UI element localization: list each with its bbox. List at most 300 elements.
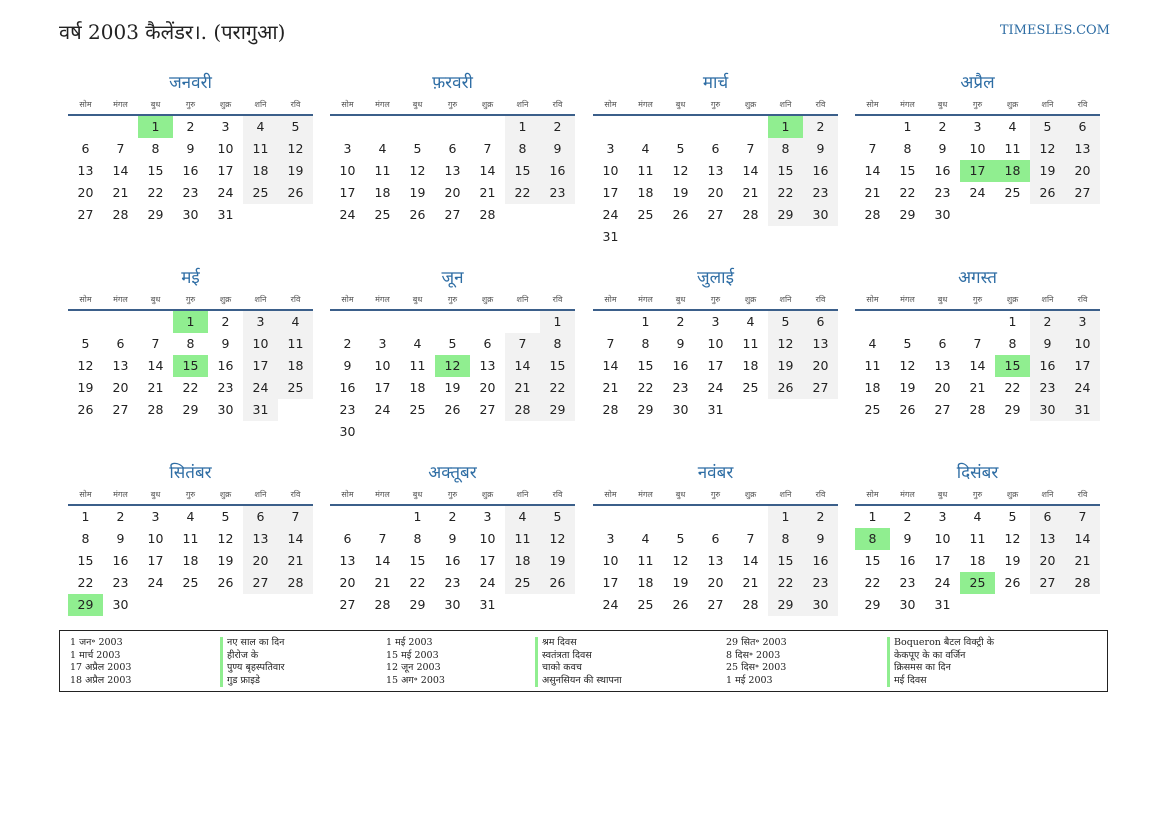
empty-day-cell bbox=[855, 116, 890, 138]
week-row bbox=[68, 528, 313, 550]
weekday-label: बुध bbox=[937, 490, 948, 499]
day-cell: 28 bbox=[479, 207, 496, 222]
holiday-name: केकपूए के का वर्जिन bbox=[887, 650, 994, 663]
day-cell: 3 bbox=[343, 141, 352, 156]
months-grid bbox=[68, 70, 1111, 630]
day-cell: 16 bbox=[934, 163, 951, 178]
week-row bbox=[330, 182, 575, 204]
week-row bbox=[330, 138, 575, 160]
empty-day-cell bbox=[103, 311, 138, 333]
day-cell: 27 bbox=[934, 402, 951, 417]
day-cell: 18 bbox=[637, 575, 654, 590]
week-row bbox=[68, 399, 313, 421]
day-cell: 5 bbox=[278, 116, 313, 138]
weekday-label: शुक्र bbox=[481, 100, 494, 109]
weekday-label: बुध bbox=[675, 100, 686, 109]
day-cell: 8 bbox=[151, 141, 160, 156]
day-cell: 8 bbox=[81, 531, 90, 546]
empty-day-cell bbox=[278, 399, 313, 421]
day-cell: 23 bbox=[182, 185, 199, 200]
day-cell: 23 bbox=[339, 402, 356, 417]
week-row bbox=[593, 116, 838, 138]
empty-day-cell bbox=[470, 116, 505, 138]
week-row bbox=[593, 550, 838, 572]
week-row bbox=[330, 572, 575, 594]
day-cell: 23 bbox=[540, 182, 575, 204]
holiday-name: Boqueron बैटल विक्ट्री के bbox=[887, 637, 994, 650]
empty-day-cell bbox=[505, 311, 540, 333]
day-cell: 13 bbox=[479, 358, 496, 373]
day-cell: 14 bbox=[278, 528, 313, 550]
day-cell: 17 bbox=[479, 553, 496, 568]
week-row bbox=[68, 138, 313, 160]
day-cell: 27 bbox=[243, 572, 278, 594]
day-cell: 30 bbox=[899, 597, 916, 612]
empty-day-cell bbox=[960, 204, 995, 226]
month-calendar bbox=[68, 265, 313, 421]
day-cell: 10 bbox=[479, 531, 496, 546]
empty-day-cell bbox=[698, 226, 733, 248]
day-cell: 16 bbox=[112, 553, 129, 568]
day-cell: 30 bbox=[182, 207, 199, 222]
week-row bbox=[68, 377, 313, 399]
day-cell: 17 bbox=[602, 575, 619, 590]
day-cell: 7 bbox=[278, 506, 313, 528]
day-cell: 4 bbox=[186, 509, 195, 524]
empty-day-cell bbox=[470, 421, 505, 443]
day-cell: 4 bbox=[1008, 119, 1017, 134]
day-cell: 31 bbox=[243, 399, 278, 421]
weekday-header bbox=[68, 486, 313, 506]
holiday-date: 8 दिस॰ 2003 bbox=[726, 649, 781, 661]
weekday-label: गुरु bbox=[710, 100, 721, 109]
weekday-label: बुध bbox=[150, 100, 161, 109]
day-cell: 3 bbox=[938, 509, 947, 524]
day-cell: 1 bbox=[641, 314, 650, 329]
day-cell: 7 bbox=[151, 336, 160, 351]
day-cell: 22 bbox=[637, 380, 654, 395]
day-cell: 11 bbox=[374, 163, 391, 178]
day-cell: 9 bbox=[448, 531, 457, 546]
week-row bbox=[593, 399, 838, 421]
weekday-label: शनि bbox=[1041, 295, 1054, 304]
weekday-label: रवि bbox=[552, 295, 563, 304]
day-cell: 13 bbox=[1030, 528, 1065, 550]
day-cell: 21 bbox=[112, 185, 129, 200]
day-cell: 18 bbox=[505, 550, 540, 572]
day-cell: 2 bbox=[803, 116, 838, 138]
day-cell: 18 bbox=[864, 380, 881, 395]
month-title: सितंबर bbox=[169, 463, 212, 483]
weekday-label: सोम bbox=[604, 295, 617, 304]
day-cell: 28 bbox=[112, 207, 129, 222]
empty-day-cell bbox=[540, 204, 575, 226]
weekday-label: रवि bbox=[290, 100, 301, 109]
weekday-label: शुक्र bbox=[219, 100, 232, 109]
day-cell: 8 bbox=[768, 138, 803, 160]
weekday-label: शनि bbox=[516, 295, 529, 304]
empty-day-cell bbox=[698, 506, 733, 528]
weekday-label: रवि bbox=[552, 490, 563, 499]
day-cell: 11 bbox=[278, 333, 313, 355]
day-cell: 6 bbox=[116, 336, 125, 351]
day-cell: 14 bbox=[374, 553, 391, 568]
day-cell: 11 bbox=[864, 358, 881, 373]
day-cell: 24 bbox=[243, 377, 278, 399]
weekday-label: शनि bbox=[254, 100, 267, 109]
holiday-name: पुण्य बृहस्पतिवार bbox=[220, 662, 285, 675]
day-cell: 4 bbox=[413, 336, 422, 351]
weekday-label: सोम bbox=[341, 490, 354, 499]
weekday-header bbox=[68, 96, 313, 116]
day-cell: 8 bbox=[641, 336, 650, 351]
holiday-name: श्रम दिवस bbox=[535, 637, 622, 650]
day-cell: 5 bbox=[676, 141, 685, 156]
weekday-header bbox=[330, 486, 575, 506]
day-cell: 25 bbox=[960, 572, 995, 594]
day-cell: 1 bbox=[138, 116, 173, 138]
day-cell: 29 bbox=[147, 207, 164, 222]
day-cell: 26 bbox=[444, 402, 461, 417]
day-cell: 30 bbox=[112, 597, 129, 612]
day-cell: 9 bbox=[938, 141, 947, 156]
day-cell: 19 bbox=[540, 550, 575, 572]
week-row bbox=[68, 506, 313, 528]
day-cell: 30 bbox=[339, 424, 356, 439]
day-cell: 23 bbox=[803, 182, 838, 204]
day-cell: 14 bbox=[742, 163, 759, 178]
holiday-date: 1 मई 2003 bbox=[386, 637, 433, 648]
day-cell: 3 bbox=[221, 119, 230, 134]
day-cell: 25 bbox=[278, 377, 313, 399]
day-cell: 6 bbox=[938, 336, 947, 351]
day-cell: 22 bbox=[77, 575, 94, 590]
weekday-header bbox=[593, 291, 838, 311]
day-cell: 22 bbox=[899, 185, 916, 200]
day-cell: 7 bbox=[746, 531, 755, 546]
day-cell: 17 bbox=[934, 553, 951, 568]
day-cell: 19 bbox=[672, 575, 689, 590]
day-cell: 30 bbox=[444, 597, 461, 612]
day-cell: 12 bbox=[672, 553, 689, 568]
day-cell: 5 bbox=[903, 336, 912, 351]
weekday-label: शुक्र bbox=[219, 490, 232, 499]
week-row bbox=[68, 594, 313, 616]
empty-day-cell bbox=[698, 116, 733, 138]
day-cell: 20 bbox=[479, 380, 496, 395]
day-cell: 10 bbox=[147, 531, 164, 546]
weekday-label: रवि bbox=[815, 490, 826, 499]
holiday-date: 1 जन॰ 2003 bbox=[70, 637, 123, 648]
day-cell: 19 bbox=[77, 380, 94, 395]
day-cell: 1 bbox=[540, 311, 575, 333]
day-cell: 5 bbox=[1030, 116, 1065, 138]
day-cell: 31 bbox=[707, 402, 724, 417]
day-cell: 27 bbox=[803, 377, 838, 399]
day-cell: 30 bbox=[217, 402, 234, 417]
day-cell: 5 bbox=[768, 311, 803, 333]
site-link[interactable]: TIMESLES.COM bbox=[999, 23, 1110, 38]
day-cell: 2 bbox=[221, 314, 230, 329]
day-cell: 28 bbox=[505, 399, 540, 421]
day-cell: 18 bbox=[969, 553, 986, 568]
holiday-name: चाको कवच bbox=[535, 662, 622, 675]
empty-day-cell bbox=[330, 506, 365, 528]
day-cell: 25 bbox=[864, 402, 881, 417]
day-cell: 9 bbox=[903, 531, 912, 546]
weekday-label: मंगल bbox=[113, 295, 128, 304]
holiday-name: गुड फ्राइडे bbox=[220, 675, 285, 688]
week-row bbox=[593, 160, 838, 182]
week-row bbox=[68, 572, 313, 594]
day-cell: 1 bbox=[81, 509, 90, 524]
day-cell: 15 bbox=[864, 553, 881, 568]
day-cell: 6 bbox=[711, 141, 720, 156]
day-cell: 12 bbox=[217, 531, 234, 546]
day-cell: 2 bbox=[1030, 311, 1065, 333]
day-cell: 1 bbox=[768, 506, 803, 528]
day-cell: 28 bbox=[1065, 572, 1100, 594]
day-cell: 19 bbox=[672, 185, 689, 200]
weekday-header bbox=[593, 486, 838, 506]
day-cell: 25 bbox=[409, 402, 426, 417]
empty-day-cell bbox=[1065, 594, 1100, 616]
weekday-label: शनि bbox=[254, 490, 267, 499]
day-cell: 19 bbox=[1030, 160, 1065, 182]
day-cell: 24 bbox=[374, 402, 391, 417]
holiday-date: 17 अप्रैल 2003 bbox=[70, 662, 132, 673]
day-cell: 14 bbox=[147, 358, 164, 373]
day-cell: 14 bbox=[864, 163, 881, 178]
day-cell: 10 bbox=[339, 163, 356, 178]
empty-day-cell bbox=[925, 311, 960, 333]
day-cell: 16 bbox=[540, 160, 575, 182]
day-cell: 20 bbox=[112, 380, 129, 395]
day-cell: 15 bbox=[995, 355, 1030, 377]
day-cell: 4 bbox=[378, 141, 387, 156]
day-cell: 26 bbox=[672, 207, 689, 222]
empty-day-cell bbox=[733, 506, 768, 528]
holiday-date: 25 दिस॰ 2003 bbox=[726, 662, 787, 673]
empty-day-cell bbox=[593, 506, 628, 528]
day-cell: 6 bbox=[803, 311, 838, 333]
weekday-label: शनि bbox=[516, 490, 529, 499]
weekday-label: बुध bbox=[675, 295, 686, 304]
weekday-label: रवि bbox=[1077, 490, 1088, 499]
empty-day-cell bbox=[365, 506, 400, 528]
day-cell: 9 bbox=[221, 336, 230, 351]
empty-day-cell bbox=[365, 421, 400, 443]
empty-day-cell bbox=[68, 116, 103, 138]
day-cell: 8 bbox=[505, 138, 540, 160]
weekday-label: गुरु bbox=[447, 100, 458, 109]
month-title: मई bbox=[181, 268, 200, 288]
day-cell: 19 bbox=[899, 380, 916, 395]
day-cell: 28 bbox=[969, 402, 986, 417]
day-cell: 20 bbox=[803, 355, 838, 377]
day-cell: 13 bbox=[803, 333, 838, 355]
day-cell: 20 bbox=[1030, 550, 1065, 572]
day-cell: 7 bbox=[868, 141, 877, 156]
day-cell: 3 bbox=[973, 119, 982, 134]
day-cell: 18 bbox=[742, 358, 759, 373]
week-row bbox=[330, 311, 575, 333]
day-cell: 24 bbox=[969, 185, 986, 200]
weekday-label: मंगल bbox=[113, 490, 128, 499]
week-row bbox=[593, 377, 838, 399]
day-cell: 26 bbox=[672, 597, 689, 612]
day-cell: 18 bbox=[995, 160, 1030, 182]
day-cell: 25 bbox=[182, 575, 199, 590]
empty-day-cell bbox=[995, 204, 1030, 226]
day-cell: 14 bbox=[1065, 528, 1100, 550]
empty-day-cell bbox=[435, 311, 470, 333]
day-cell: 6 bbox=[483, 336, 492, 351]
day-cell: 16 bbox=[672, 358, 689, 373]
empty-day-cell bbox=[628, 226, 663, 248]
week-row bbox=[330, 333, 575, 355]
weekday-label: शुक्र bbox=[481, 490, 494, 499]
day-cell: 11 bbox=[742, 336, 759, 351]
empty-day-cell bbox=[278, 204, 313, 226]
day-cell: 9 bbox=[803, 528, 838, 550]
day-cell: 13 bbox=[444, 163, 461, 178]
day-cell: 28 bbox=[742, 207, 759, 222]
empty-day-cell bbox=[855, 311, 890, 333]
weekday-header bbox=[855, 96, 1100, 116]
day-cell: 19 bbox=[1004, 553, 1021, 568]
day-cell: 6 bbox=[1030, 506, 1065, 528]
day-cell: 21 bbox=[864, 185, 881, 200]
day-cell: 28 bbox=[278, 572, 313, 594]
day-cell: 17 bbox=[147, 553, 164, 568]
week-row bbox=[593, 311, 838, 333]
day-cell: 27 bbox=[112, 402, 129, 417]
day-cell: 21 bbox=[602, 380, 619, 395]
day-cell: 24 bbox=[707, 380, 724, 395]
day-cell: 19 bbox=[217, 553, 234, 568]
day-cell: 22 bbox=[147, 185, 164, 200]
empty-day-cell bbox=[960, 311, 995, 333]
day-cell: 19 bbox=[278, 160, 313, 182]
week-row bbox=[593, 594, 838, 616]
week-row bbox=[593, 204, 838, 226]
day-cell: 14 bbox=[742, 553, 759, 568]
month-title: नवंबर bbox=[697, 463, 734, 483]
day-cell: 29 bbox=[864, 597, 881, 612]
day-cell: 16 bbox=[1030, 355, 1065, 377]
day-cell: 20 bbox=[444, 185, 461, 200]
day-cell: 14 bbox=[505, 355, 540, 377]
day-cell: 1 bbox=[505, 116, 540, 138]
week-row bbox=[855, 333, 1100, 355]
day-cell: 23 bbox=[934, 185, 951, 200]
day-cell: 28 bbox=[374, 597, 391, 612]
day-cell: 2 bbox=[540, 116, 575, 138]
empty-day-cell bbox=[435, 116, 470, 138]
week-row bbox=[330, 377, 575, 399]
day-cell: 27 bbox=[444, 207, 461, 222]
day-cell: 2 bbox=[448, 509, 457, 524]
month-title: अगस्त bbox=[958, 268, 997, 288]
day-cell: 2 bbox=[343, 336, 352, 351]
day-cell: 22 bbox=[1004, 380, 1021, 395]
weekday-label: गुरु bbox=[185, 490, 196, 499]
weekday-label: मंगल bbox=[638, 295, 653, 304]
day-cell: 18 bbox=[409, 380, 426, 395]
day-cell: 9 bbox=[803, 138, 838, 160]
day-cell: 21 bbox=[374, 575, 391, 590]
week-row bbox=[855, 550, 1100, 572]
holiday-date: 1 मार्च 2003 bbox=[70, 649, 121, 661]
weekday-label: शुक्र bbox=[1006, 100, 1019, 109]
day-cell: 7 bbox=[606, 336, 615, 351]
day-cell: 14 bbox=[969, 358, 986, 373]
month-calendar bbox=[593, 265, 838, 421]
day-cell: 24 bbox=[147, 575, 164, 590]
week-row bbox=[593, 506, 838, 528]
day-cell: 11 bbox=[182, 531, 199, 546]
day-cell: 20 bbox=[1065, 160, 1100, 182]
week-row bbox=[68, 182, 313, 204]
day-cell: 8 bbox=[540, 333, 575, 355]
day-cell: 26 bbox=[540, 572, 575, 594]
day-cell: 7 bbox=[746, 141, 755, 156]
day-cell: 24 bbox=[602, 207, 619, 222]
month-title: अप्रैल bbox=[960, 73, 995, 93]
day-cell: 8 bbox=[413, 531, 422, 546]
empty-day-cell bbox=[173, 594, 208, 616]
weekday-label: बुध bbox=[150, 490, 161, 499]
week-row bbox=[593, 226, 838, 248]
weekday-label: रवि bbox=[552, 100, 563, 109]
day-cell: 26 bbox=[77, 402, 94, 417]
holiday-name: मई दिवस bbox=[887, 675, 994, 688]
day-cell: 12 bbox=[409, 163, 426, 178]
day-cell: 31 bbox=[479, 597, 496, 612]
day-cell: 1 bbox=[173, 311, 208, 333]
day-cell: 17 bbox=[374, 380, 391, 395]
day-cell: 5 bbox=[1008, 509, 1017, 524]
day-cell: 26 bbox=[217, 575, 234, 590]
weekday-label: बुध bbox=[937, 100, 948, 109]
week-row bbox=[855, 399, 1100, 421]
day-cell: 26 bbox=[278, 182, 313, 204]
day-cell: 4 bbox=[973, 509, 982, 524]
day-cell: 28 bbox=[864, 207, 881, 222]
day-cell: 20 bbox=[934, 380, 951, 395]
day-cell: 26 bbox=[899, 402, 916, 417]
weekday-label: बुध bbox=[675, 490, 686, 499]
day-cell: 13 bbox=[1065, 138, 1100, 160]
day-cell: 2 bbox=[116, 509, 125, 524]
week-row bbox=[330, 204, 575, 226]
day-cell: 29 bbox=[540, 399, 575, 421]
weekday-header bbox=[330, 291, 575, 311]
day-cell: 12 bbox=[77, 358, 94, 373]
empty-day-cell bbox=[365, 311, 400, 333]
day-cell: 15 bbox=[637, 358, 654, 373]
day-cell: 27 bbox=[1065, 182, 1100, 204]
day-cell: 13 bbox=[934, 358, 951, 373]
holiday-date: 15 मई 2003 bbox=[386, 649, 439, 661]
holiday-date: 12 जून 2003 bbox=[386, 662, 441, 673]
week-row bbox=[855, 182, 1100, 204]
day-cell: 21 bbox=[278, 550, 313, 572]
empty-day-cell bbox=[138, 311, 173, 333]
day-cell: 12 bbox=[435, 355, 470, 377]
empty-day-cell bbox=[540, 421, 575, 443]
